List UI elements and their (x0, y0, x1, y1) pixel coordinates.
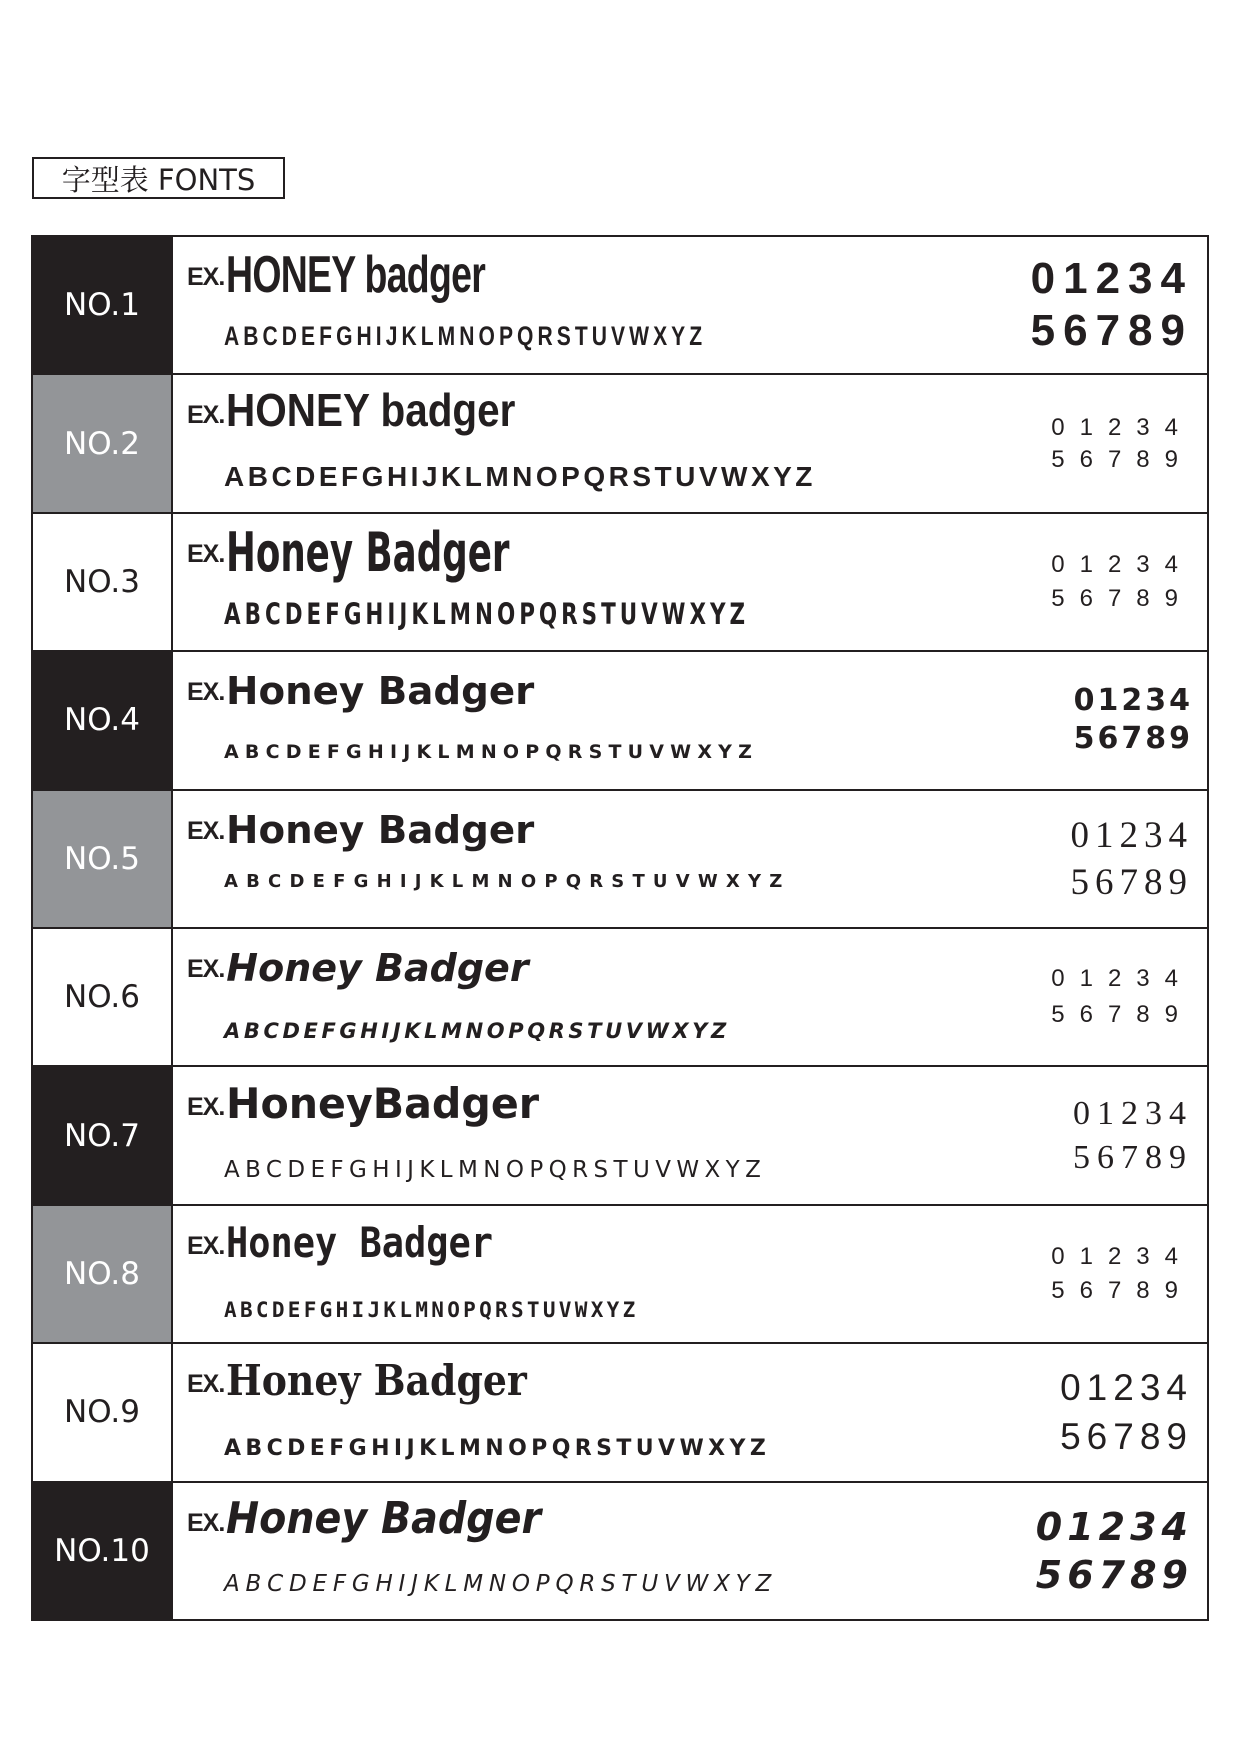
alphabet-specimen: ABCDEFGHIJKLMNOPQRSTUVWXYZ (224, 596, 750, 631)
font-row-7 (33, 1067, 1207, 1205)
digits-bottom: 56789 (1030, 306, 1193, 356)
digits-bottom: 56789 (1073, 721, 1193, 757)
example-prefix: EX. (187, 816, 225, 845)
font-row-10 (33, 1483, 1207, 1619)
digits-specimen (1051, 967, 1193, 1027)
font-row-1 (33, 237, 1207, 375)
font-sample-cell (173, 652, 1207, 788)
digits-bottom: 56789 (1060, 1416, 1193, 1458)
font-sample-cell (173, 791, 1207, 927)
font-number-label: NO.6 (33, 929, 173, 1065)
font-row-9 (33, 1344, 1207, 1482)
alphabet-specimen: ABCDEFGHIJKLMNOPQRSTUVWXYZ (224, 1570, 778, 1597)
font-sample (187, 246, 586, 304)
font-sample (187, 1492, 576, 1544)
font-sample (187, 1356, 561, 1406)
font-sample (187, 384, 555, 437)
font-number-label: NO.3 (33, 514, 173, 650)
digits-top: 01234 (1051, 1243, 1193, 1271)
alphabet-specimen: ABCDEFGHIJKLMNOPQRSTUVWXYZ (224, 461, 816, 493)
digits-top: 01234 (1073, 683, 1193, 719)
font-table (31, 235, 1209, 1621)
digits-top: 01234 (1073, 1094, 1193, 1132)
digits-specimen (1030, 254, 1193, 356)
example-prefix: EX. (187, 263, 225, 291)
sample-text: Honey Badger (226, 1217, 494, 1267)
font-sample-cell (173, 375, 1207, 511)
example-prefix: EX. (187, 1093, 225, 1122)
sample-text: Honey Badger (226, 807, 535, 852)
digits-top: 01234 (1051, 965, 1193, 993)
alphabet-specimen: ABCDEFGHIJKLMNOPQRSTUVWXYZ (224, 1157, 767, 1184)
example-prefix: EX. (187, 1508, 225, 1537)
digits-specimen (1060, 1367, 1193, 1458)
font-row-5 (33, 791, 1207, 929)
font-sample-cell (173, 1483, 1207, 1619)
sample-text: Honey Badger (226, 946, 529, 991)
example-prefix: EX. (187, 955, 225, 984)
alphabet-specimen: ABCDEFGHIJKLMNOPQRSTUVWXYZ (224, 321, 707, 351)
font-row-4 (33, 652, 1207, 790)
font-number-label: NO.1 (33, 237, 173, 373)
font-row-8 (33, 1206, 1207, 1344)
digits-top: 01234 (1035, 1504, 1193, 1549)
digits-specimen (1073, 1094, 1193, 1176)
sample-text: Honey Badger (226, 1492, 542, 1544)
sample-text: Honey Badger (226, 520, 510, 584)
font-sample (187, 803, 535, 852)
font-row-3 (33, 514, 1207, 652)
digits-bottom: 56789 (1073, 1138, 1193, 1176)
font-row-6 (33, 929, 1207, 1067)
digits-bottom: 56789 (1051, 445, 1193, 473)
font-sample-cell (173, 1344, 1207, 1480)
font-sample (187, 664, 535, 714)
alphabet-specimen: ABCDEFGHIJKLMNOPQRSTUVWXYZ (224, 1297, 639, 1322)
font-sample-cell (173, 1067, 1207, 1203)
digits-top: 01234 (1051, 413, 1193, 441)
font-number-label: NO.7 (33, 1067, 173, 1203)
digits-bottom: 56789 (1051, 1277, 1193, 1305)
font-number-label: NO.4 (33, 652, 173, 788)
font-sample-cell (173, 929, 1207, 1065)
example-prefix: EX. (187, 678, 225, 707)
example-prefix: EX. (187, 1370, 225, 1399)
example-prefix: EX. (187, 539, 225, 568)
example-prefix: EX. (187, 1231, 225, 1260)
digits-specimen (1051, 413, 1193, 473)
font-number-label: NO.2 (33, 375, 173, 511)
digits-bottom: 56789 (1051, 1001, 1193, 1029)
sample-text: HONEY badger (226, 246, 486, 304)
sample-text: Honey Badger (226, 1356, 528, 1406)
digits-bottom: 56789 (1035, 1552, 1193, 1597)
digits-bottom: 56789 (1070, 861, 1193, 903)
font-sample (187, 941, 529, 991)
font-sample-cell (173, 514, 1207, 650)
digits-top: 01234 (1060, 1367, 1193, 1409)
font-sample-cell (173, 1206, 1207, 1342)
digits-bottom: 56789 (1051, 585, 1193, 613)
digits-specimen (1051, 1245, 1193, 1303)
digits-top: 01234 (1051, 551, 1193, 579)
font-sample (187, 520, 656, 584)
alphabet-specimen: ABCDEFGHIJKLMNOPQRSTUVWXYZ (224, 870, 791, 892)
digits-specimen (1070, 814, 1194, 903)
alphabet-specimen: ABCDEFGHIJKLMNOPQRSTUVWXYZ (224, 741, 759, 764)
digits-top: 01234 (1070, 814, 1193, 856)
digits-specimen (1051, 553, 1193, 611)
example-prefix: EX. (187, 401, 225, 430)
sample-text: HONEY badger (226, 384, 516, 437)
digits-specimen (1035, 1504, 1193, 1597)
alphabet-specimen: ABCDEFGHIJKLMNOPQRSTUVWXYZ (224, 1019, 730, 1044)
font-sample (187, 1217, 530, 1267)
sample-text: HoneyBadger (226, 1079, 540, 1129)
font-sample-cell (173, 237, 1207, 373)
sample-text: Honey Badger (226, 669, 535, 714)
alphabet-specimen: ABCDEFGHIJKLMNOPQRSTUVWXYZ (224, 1436, 771, 1462)
font-sample (187, 1079, 546, 1129)
page-title: 字型表 FONTS (32, 157, 285, 199)
digits-top: 01234 (1030, 254, 1193, 304)
font-number-label: NO.8 (33, 1206, 173, 1342)
digits-specimen (1073, 683, 1193, 757)
font-number-label: NO.9 (33, 1344, 173, 1480)
font-row-2 (33, 375, 1207, 513)
font-number-label: NO.10 (33, 1483, 173, 1619)
font-number-label: NO.5 (33, 791, 173, 927)
